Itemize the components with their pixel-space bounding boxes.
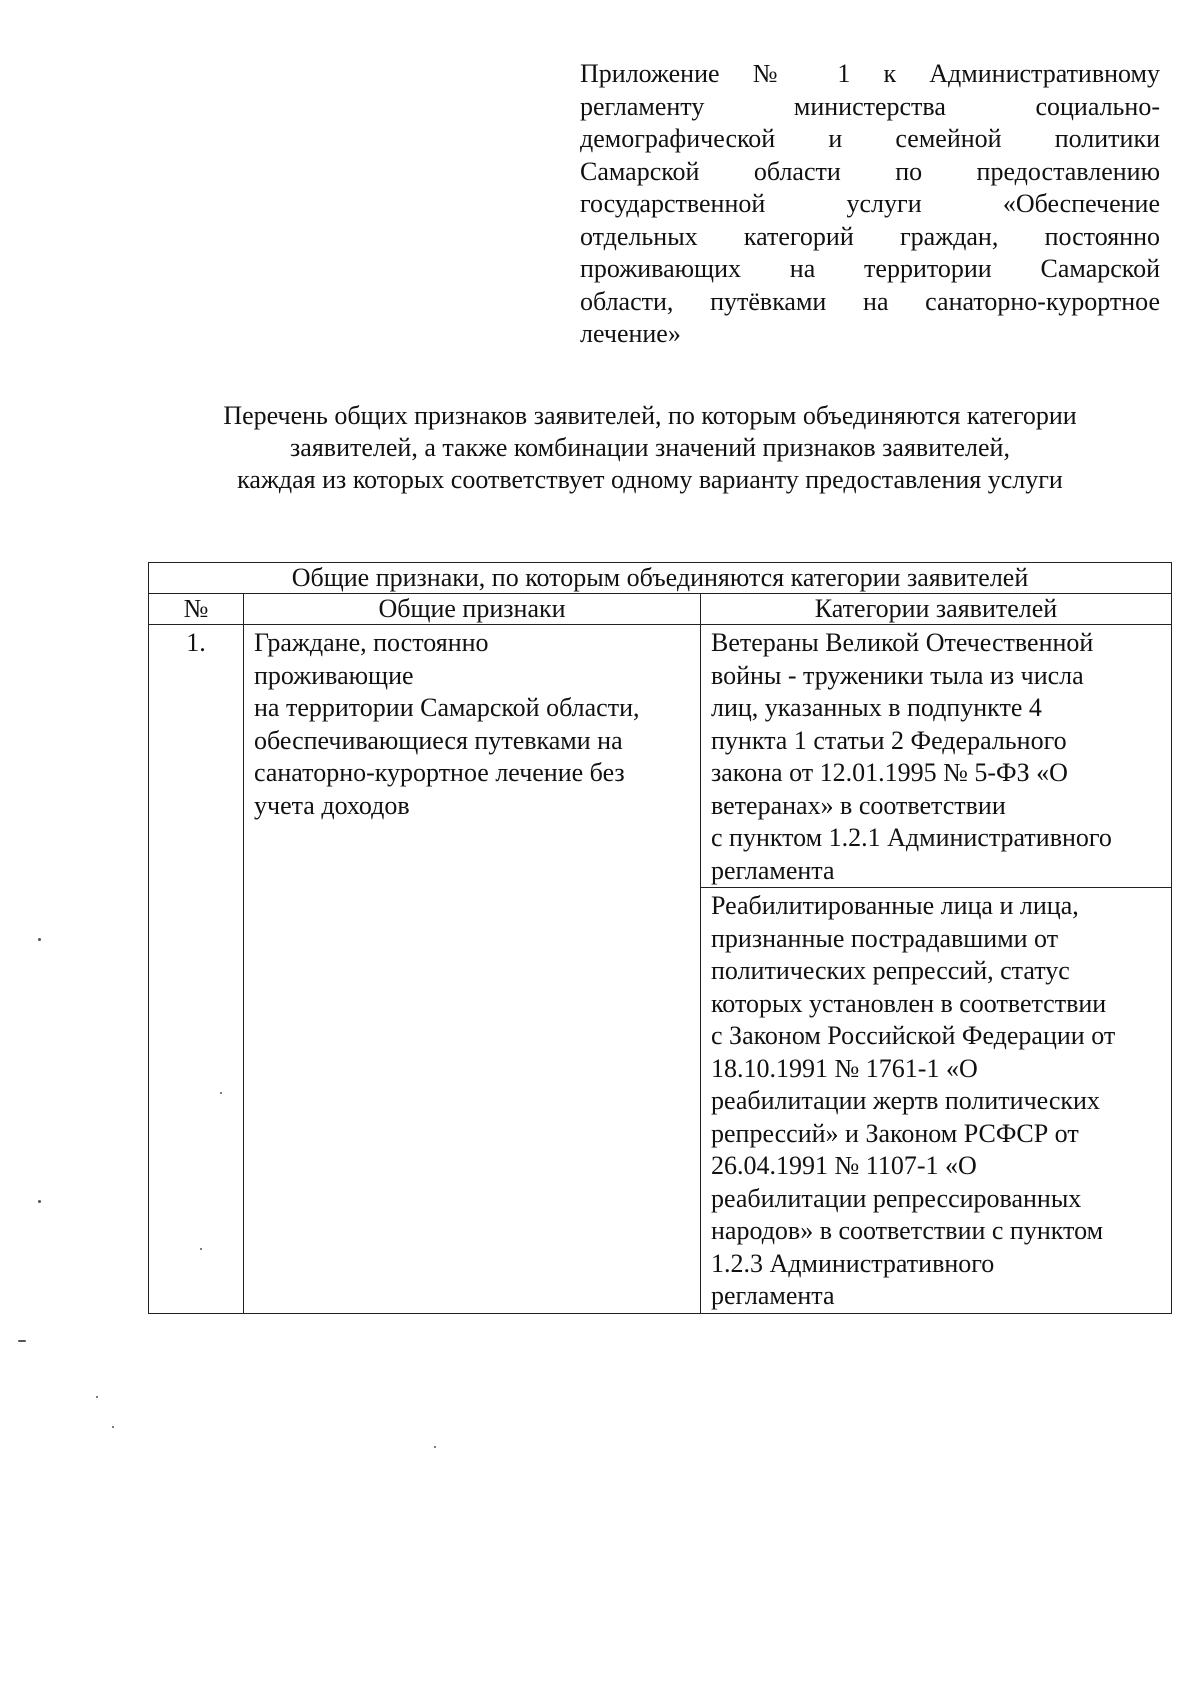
- table-row: [149, 625, 1172, 888]
- appendix-line: Самарской области по предоставлению: [580, 156, 1160, 186]
- scan-speck: [220, 1092, 222, 1094]
- category-line: лиц, указанных в подпункте 4: [711, 693, 1042, 722]
- appendix-line: Приложение № 1 к Административному: [580, 59, 1160, 88]
- appendix-line: отдельных категорий граждан, постоянно: [580, 221, 1160, 251]
- category-line: 1.2.3 Административного: [711, 1248, 995, 1278]
- column-header-categories: Категории заявителей: [701, 594, 1172, 625]
- category-line: реабилитации репрессированных: [711, 1183, 1082, 1213]
- category-line: 18.10.1991 № 1761-1 «О: [711, 1053, 978, 1083]
- appendix-reference: [580, 58, 1160, 351]
- scan-speck: [38, 938, 41, 941]
- category-line: с пунктом 1.2.1 Административного: [711, 823, 1112, 852]
- appendix-line: области, путёвками на санаторно-курортное: [580, 286, 1160, 316]
- category-cell: [701, 888, 1172, 1314]
- category-line: Ветераны Великой Отечественной: [711, 628, 1094, 657]
- features-line: проживающие: [254, 660, 414, 690]
- category-line: реабилитации жертв политических: [711, 1086, 1100, 1115]
- appendix-line: демографической и семейной политики: [580, 124, 1160, 153]
- row-features: [244, 625, 701, 1314]
- category-line: пункта 1 статьи 2 Федерального: [711, 725, 1067, 755]
- scan-speck: [18, 1340, 26, 1342]
- applicant-features-table: [148, 562, 1172, 1314]
- column-header-number: №: [149, 594, 244, 625]
- category-cell: [701, 625, 1172, 888]
- features-line: санаторно-курортное лечение без: [254, 758, 625, 787]
- category-line: регламента: [711, 1281, 835, 1310]
- category-line: признанные пострадавшими от: [711, 923, 1059, 953]
- category-line: ветеранах» в соответствии: [711, 790, 1006, 820]
- heading-line: Перечень общих признаков заявителей, по которым объединяются категории: [223, 401, 1077, 430]
- scan-speck: [38, 1200, 41, 1203]
- features-line: учета доходов: [254, 790, 410, 820]
- category-line: войны - труженики тыла из числа: [711, 660, 1084, 690]
- category-line: репрессий» и Законом РСФСР от: [711, 1118, 1079, 1148]
- appendix-line: проживающих на территории Самарской: [580, 254, 1160, 283]
- heading-line: каждая из которых соответствует одному варианту предоставления услуги: [237, 465, 1063, 494]
- category-line: Реабилитированные лица и лица,: [711, 891, 1079, 920]
- category-line: народов» в соответствии с пунктом: [711, 1216, 1104, 1245]
- table-span-header: Общие признаки, по которым объединяются категории заявителей: [149, 563, 1172, 594]
- scan-speck: [200, 1248, 202, 1250]
- scan-speck: [96, 1396, 98, 1398]
- heading-line: заявителей, а также комбинации значений признаков заявителей,: [290, 433, 1010, 462]
- features-line: Граждане, постоянно: [254, 628, 489, 657]
- appendix-line: лечение»: [580, 319, 681, 348]
- scan-speck: [112, 1426, 114, 1428]
- scan-speck: [434, 1446, 436, 1448]
- category-line: закона от 12.01.1995 № 5-ФЗ «О: [711, 758, 1068, 787]
- row-number: 1.: [149, 625, 244, 1314]
- column-header-features: Общие признаки: [244, 594, 701, 625]
- applicant-features-table-wrap: [148, 562, 1172, 1314]
- category-line: с Законом Российской Федерации от: [711, 1021, 1116, 1050]
- category-line: которых установлен в соответствии: [711, 988, 1107, 1018]
- category-line: регламента: [711, 855, 835, 885]
- appendix-line: регламенту министерства социально-: [580, 91, 1160, 121]
- features-line: обеспечивающиеся путевками на: [254, 725, 623, 755]
- appendix-line: государственной услуги «Обеспечение: [580, 189, 1160, 218]
- document-heading: [160, 400, 1140, 496]
- features-line: на территории Самарской области,: [254, 693, 640, 722]
- category-line: 26.04.1991 № 1107-1 «О: [711, 1151, 977, 1180]
- category-line: политических репрессий, статус: [711, 956, 1070, 985]
